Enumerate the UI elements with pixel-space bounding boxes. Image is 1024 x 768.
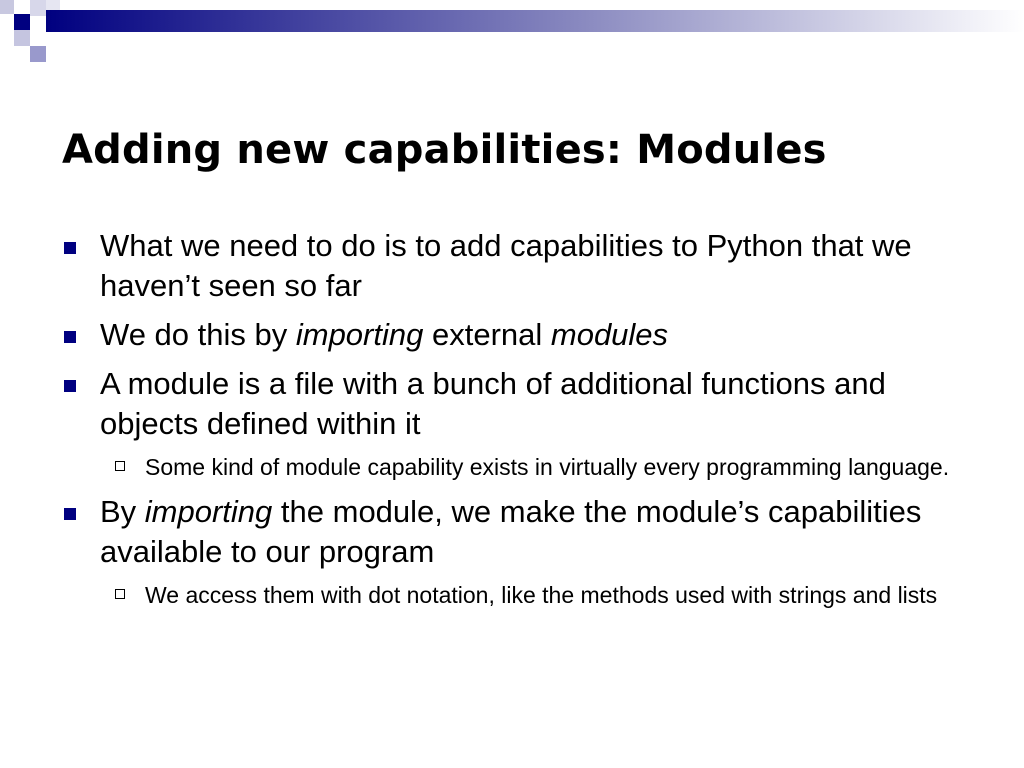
hollow-square-bullet-icon xyxy=(115,461,125,471)
square-bullet-icon xyxy=(64,380,76,392)
bullet-text-prefix: We do this by xyxy=(100,317,296,352)
sub-bullet-text: Some kind of module capability exists in virtually every programming language. xyxy=(145,454,950,480)
sub-bullet-item xyxy=(62,452,982,482)
bullet-emphasis: importing xyxy=(144,494,273,529)
bullet-text: What we need to do is to add capabilities to Python that we haven’t seen so far xyxy=(100,228,912,303)
bullet-item xyxy=(62,492,982,572)
hollow-square-bullet-icon xyxy=(115,589,125,599)
bullet-emphasis: modules xyxy=(550,317,669,352)
bullet-item xyxy=(62,226,982,306)
bullet-text-suffix: the module, we make the module’s capabilities available to our program xyxy=(100,494,922,569)
square-bullet-icon xyxy=(64,331,76,343)
bullet-item xyxy=(62,315,982,355)
bullet-emphasis: importing xyxy=(295,317,424,352)
bullet-text: A module is a file with a bunch of additional functions and objects defined within it xyxy=(100,366,886,441)
header-decoration xyxy=(0,0,1024,62)
bullet-text-middle: external xyxy=(423,317,551,352)
square-bullet-icon xyxy=(64,508,76,520)
sub-bullet-text: We access them with dot notation, like the methods used with strings and lists xyxy=(145,582,938,608)
sub-bullet-item xyxy=(62,580,982,610)
slide-title: Adding new capabilities: Modules xyxy=(62,127,827,173)
square-bullet-icon xyxy=(64,242,76,254)
bullet-list xyxy=(62,226,982,610)
bullet-text-prefix: By xyxy=(100,494,145,529)
bullet-item xyxy=(62,364,982,444)
